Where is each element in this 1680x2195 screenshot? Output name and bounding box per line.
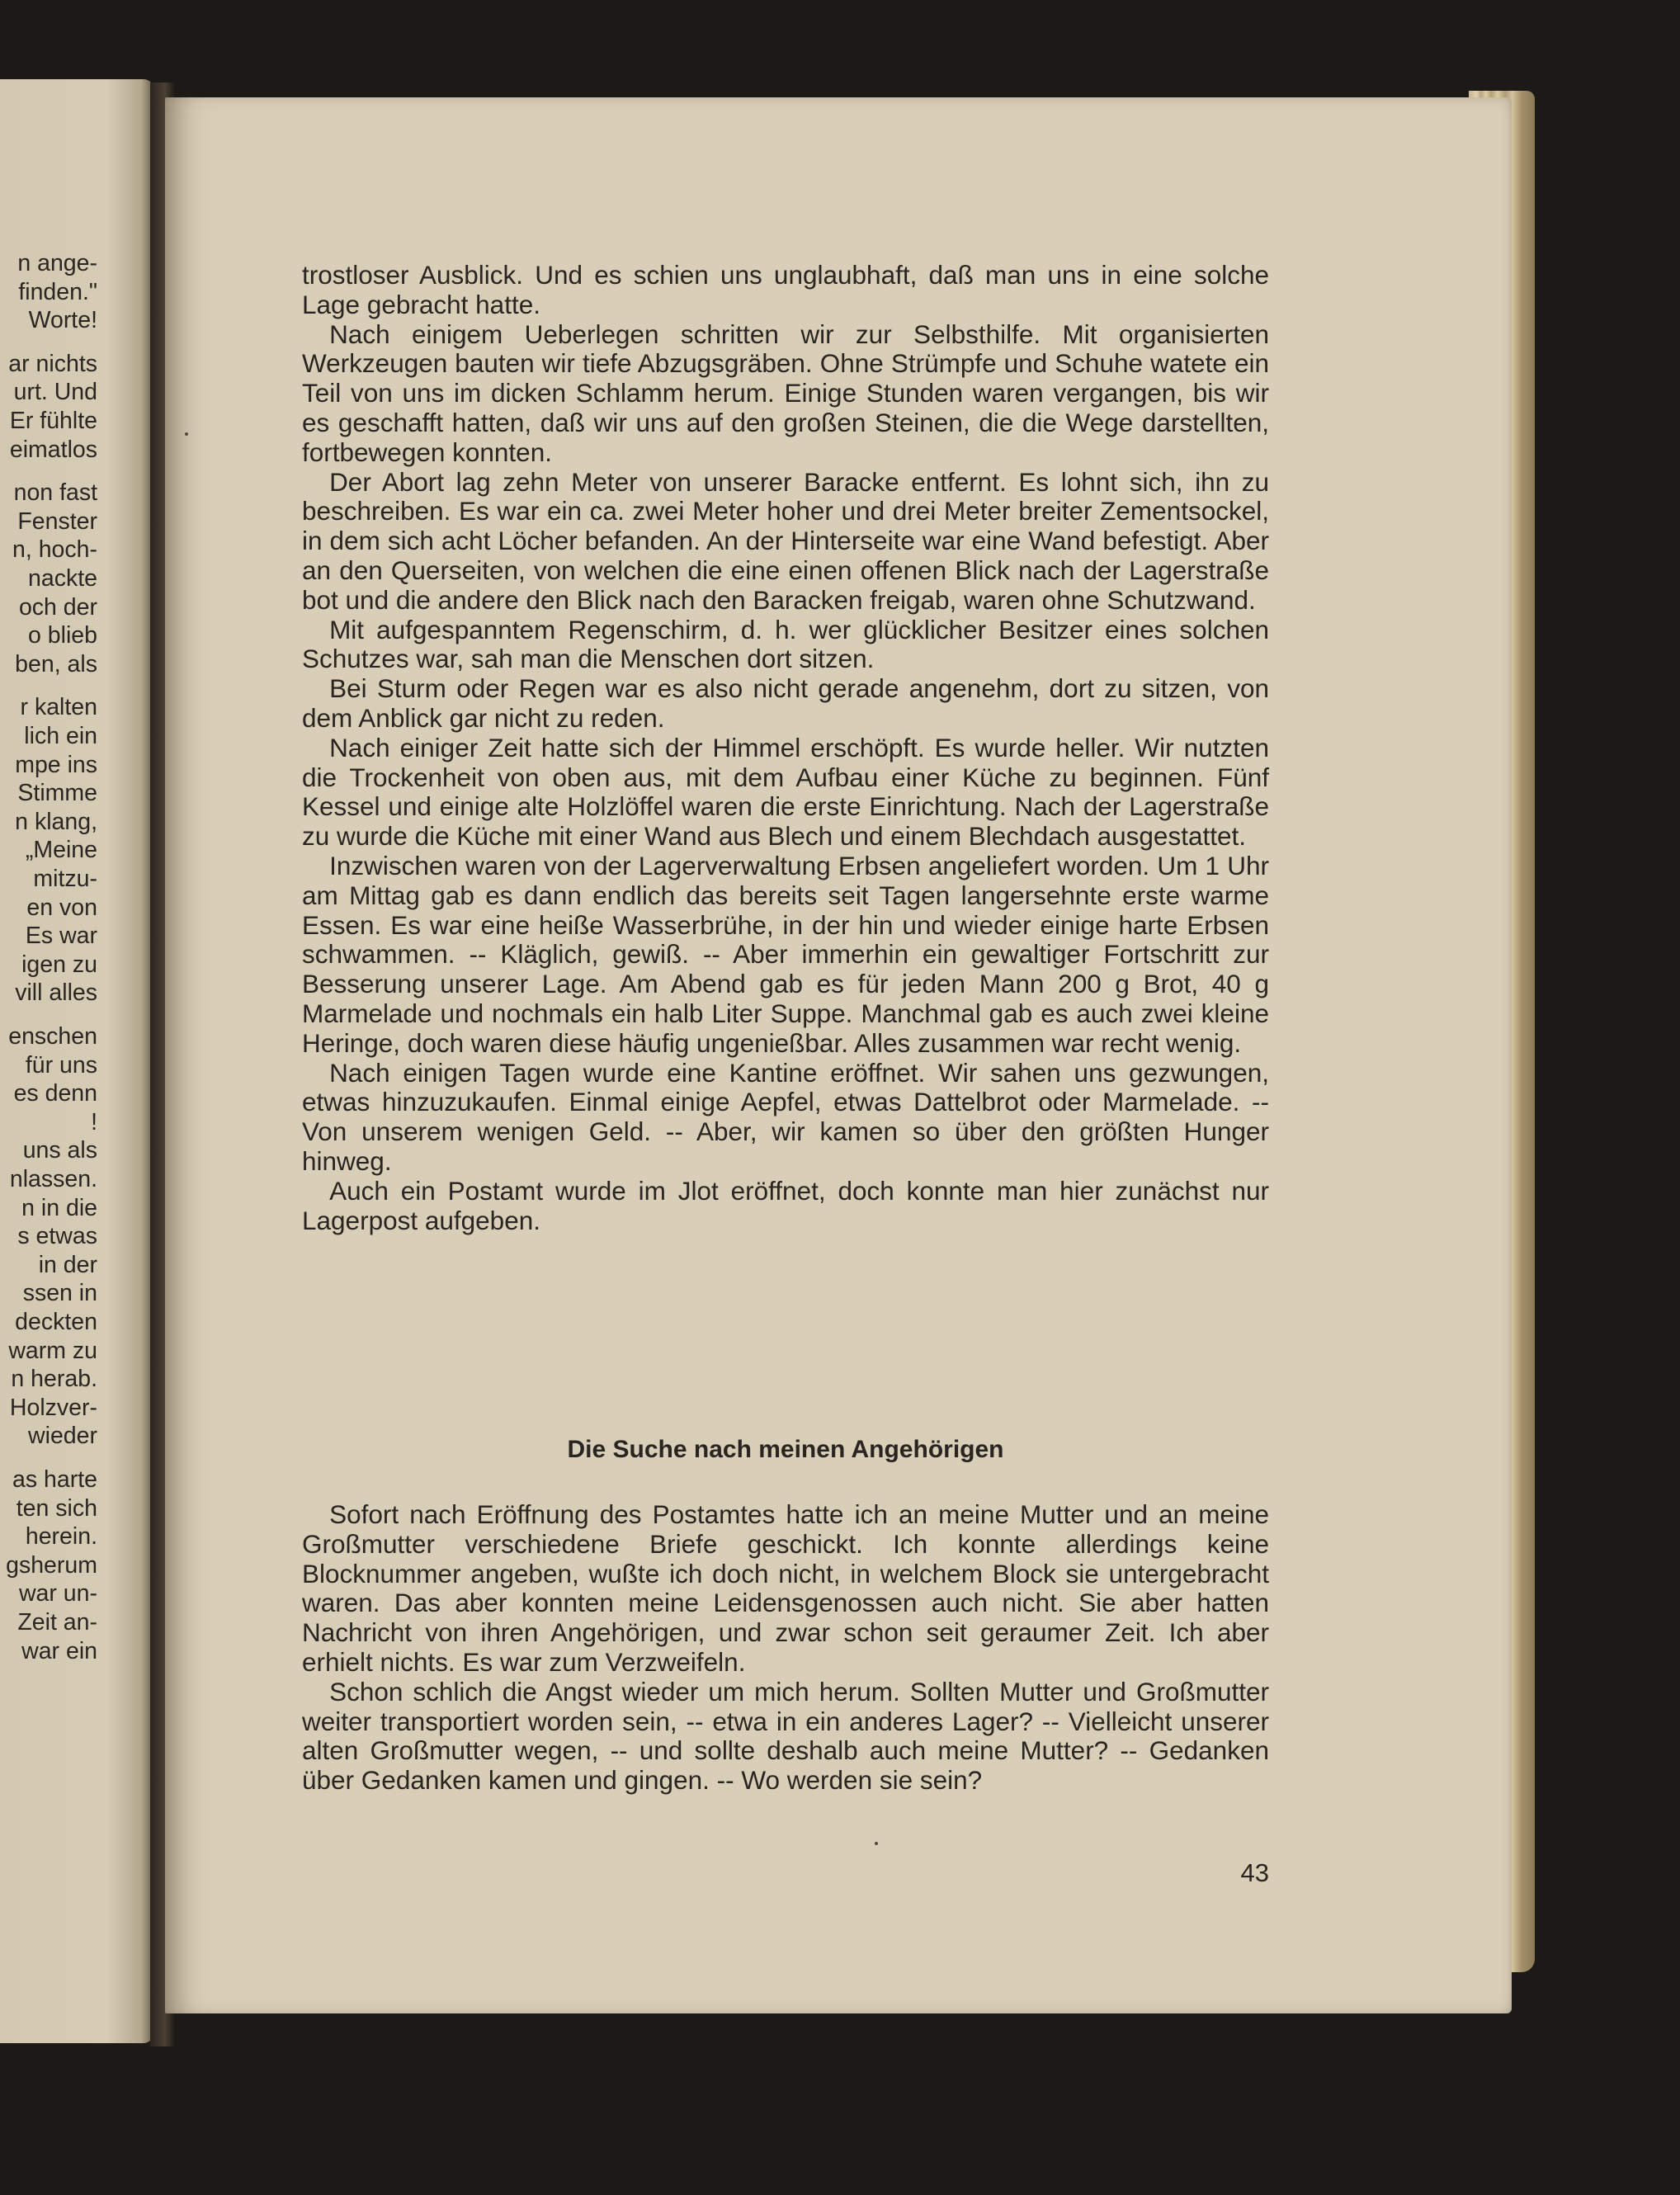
paragraph: Bei Sturm oder Regen war es also nicht gerade angenehm, dort zu sitzen, von dem Anblick gar nicht zu reden. <box>302 673 1269 733</box>
paragraph: Nach einigen Tagen wurde eine Kantine eröffnet. Wir sahen uns gezwungen, etwas hinzuzukaufen. Einmal einige Aepfel, etwas Dattelbrot oder Marmelade. -- Von unserem wenigen Geld. -- Aber, wir kamen so über den größten Hunger hinweg. <box>302 1057 1269 1176</box>
left-page-line: nlassen. <box>9 1166 97 1192</box>
left-page-line: s etwas <box>17 1223 97 1250</box>
left-page-line: ar nichts <box>8 350 97 377</box>
section-heading: Die Suche nach meinen Angehörigen <box>567 1436 1004 1463</box>
left-page-line: wieder <box>28 1423 97 1450</box>
paragraph: Der Abort lag zehn Meter von unserer Baracke entfernt. Es lohnt sich, ihn zu beschreiben. Es war ein ca. zwei Meter hoher und drei Meter breiter Zementsockel, in dem sich acht Löcher befanden. An der Hinterseite war eine Wand befestigt. Aber an den Querseiten, von welchen die eine einen offenen Blick nach der Lagerstraße bot und die andere den Blick nach den Baracken freigab, waren ohne Schutzwand. <box>302 466 1269 615</box>
left-page-line: eimatlos <box>9 436 97 463</box>
main-text-lower <box>302 1500 1269 1796</box>
left-page-line: mitzu- <box>33 866 97 892</box>
paragraph: Schon schlich die Angst wieder um mich herum. Sollten Mutter und Großmutter weiter transportiert worden sein, -- etwa in ein anderes Lager? -- Vielleicht unserer alten Großmutter wegen, -- und sollte deshalb auch meine Mutter? -- Gedanken über Gedanken kamen und gingen. -- Wo werden sie sein? <box>302 1676 1269 1796</box>
paragraph: Nach einiger Zeit hatte sich der Himmel erschöpft. Es wurde heller. Wir nutzten die Trockenheit von oben aus, mit dem Aufbau einer Küche zu beginnen. Fünf Kessel und einige alte Holzlöffel waren die erste Einrichtung. Nach der Lagerstraße zu wurde die Küche mit einer Wand aus Blech und einem Blechdach ausgestattet. <box>302 732 1269 852</box>
left-page-line: vill alles <box>15 979 97 1007</box>
left-page-line: mpe ins <box>15 751 97 778</box>
left-page-line: o blieb <box>28 622 97 649</box>
paragraph: Auch ein Postamt wurde im Jlot eröffnet, doch konnte man hier zunächst nur Lagerpost aufgeben. <box>302 1175 1269 1235</box>
left-page-line: en von <box>26 894 97 921</box>
left-page-line: Fenster <box>17 507 97 535</box>
left-page <box>0 79 153 2043</box>
left-page-line: für uns <box>25 1051 97 1079</box>
left-page-line: n ange- <box>17 250 97 276</box>
left-page-line: enschen <box>8 1023 97 1050</box>
left-page-line: uns als <box>22 1137 97 1164</box>
left-page-line: urt. Und <box>13 379 97 406</box>
left-page-line: n in die <box>21 1194 97 1221</box>
left-page-line: Worte! <box>28 307 97 334</box>
left-page-line: n klang, <box>15 808 97 835</box>
paragraph: Mit aufgespanntem Regenschirm, d. h. wer glücklicher Besitzer eines solchen Schutzes war, sah man die Menschen dort sitzen. <box>302 614 1269 674</box>
paragraph: Nach einigem Ueberlegen schritten wir zur Selbsthilfe. Mit organisierten Werkzeugen bauten wir tiefe Abzugsgräben. Ohne Strümpfe und Schuhe watete ein Teil von uns im dicken Schlamm herum. Einige Stunden waren vergangen, bis wir es geschafft hatten, daß wir uns auf den großen Steinen, die die Wege darstellten, fortbewegen konnten. <box>302 319 1269 467</box>
left-page-line: war un- <box>18 1580 97 1607</box>
paper-speck <box>875 1842 878 1845</box>
left-page-line: war ein <box>21 1637 97 1664</box>
left-page-line: Es war <box>25 923 97 950</box>
left-page-line: r kalten <box>20 694 97 721</box>
paragraph: Inzwischen waren von der Lagerverwaltung Erbsen angeliefert worden. Um 1 Uhr am Mittag gab es dann endlich das bereits seit Tagen langersehnte erste warme Essen. Es war eine heiße Wasserbrühe, in der hin und wieder einige harte Erbsen schwammen. -- Kläglich, gewiß. -- Aber immerhin ein gewaltiger Fortschritt zur Besserung unserer Lage. Am Abend gab es für jeden Mann 200 g Brot, 40 g Marmelade und nochmals ein halb Liter Suppe. Manchmal gab es auch zwei kleine Heringe, doch waren diese häufig ungenießbar. Alles zusammen war recht wenig. <box>302 850 1269 1058</box>
left-page-line: non fast <box>13 479 97 507</box>
left-page-line: gsherum <box>6 1551 97 1579</box>
main-text-upper <box>302 261 1269 1235</box>
left-page-line: herein. <box>25 1523 97 1551</box>
paragraph: trostloser Ausblick. Und es schien uns unglaubhaft, daß man uns in eine solche Lage gebracht hatte. <box>302 260 1269 319</box>
left-page-line: deckten <box>15 1309 97 1335</box>
left-page-line: warm zu <box>8 1337 97 1364</box>
left-page-line: Er fühlte <box>9 408 97 434</box>
left-page-line: es denn <box>13 1080 97 1107</box>
left-page-line: Holzver- <box>9 1394 97 1421</box>
left-page-line: Stimme <box>17 780 97 807</box>
left-page-line: as harte <box>12 1466 97 1493</box>
paper-speck <box>185 432 188 436</box>
left-page-line: in der <box>38 1251 97 1278</box>
left-page-line: „Meine <box>25 837 97 864</box>
left-page-text-column <box>0 249 97 1982</box>
left-page-line: n herab. <box>11 1366 97 1393</box>
left-page-line: lich ein <box>24 723 97 749</box>
left-page-line: ! <box>91 1108 97 1135</box>
left-page-line: ten sich <box>16 1494 97 1522</box>
left-page-line: nackte <box>28 565 97 592</box>
left-page-line: ben, als <box>15 650 97 677</box>
left-page-line: och der <box>18 593 97 621</box>
page-number: 43 <box>1240 1858 1269 1887</box>
left-page-line: igen zu <box>21 951 97 978</box>
left-page-line: ssen in <box>22 1280 97 1307</box>
paragraph: Sofort nach Eröffnung des Postamtes hatte ich an meine Mutter und an meine Großmutter verschiedene Briefe geschickt. Ich konnte allerdings keine Blocknummer angeben, wußte ich doch nicht, in welchem Block sie untergebracht waren. Das aber konnten meine Leidensgenossen auch nicht. Sie aber hatten Nachricht von ihren Angehörigen, und zwar schon seit geraumer Zeit. Ich aber erhielt nichts. Es war zum Verzweifeln. <box>302 1499 1269 1677</box>
left-page-line: finden." <box>18 278 97 305</box>
left-page-line: n, hoch- <box>12 536 97 564</box>
left-page-line: Zeit an- <box>17 1609 97 1636</box>
